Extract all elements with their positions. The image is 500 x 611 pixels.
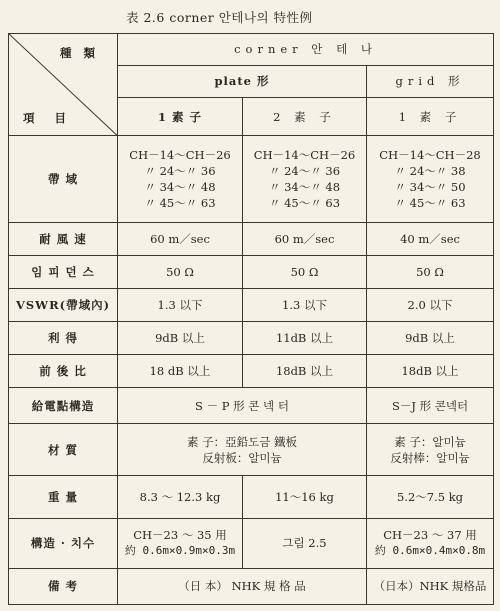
header-item-label: 項 目 [23,110,75,125]
header-element-2: 2 素 子 [243,98,367,136]
table-caption: 表 2.6 corner 안테나의 特性例 [126,10,313,25]
header-kind-label: 種 類 [59,46,99,60]
structure-cell-3 [367,518,494,568]
gain-cell-1: 9dB 以上 [118,321,243,354]
row-label-structure: 構造 · 치수 [9,518,118,568]
impedance-cell-1: 50 Ω [118,255,243,288]
table-row [9,476,494,518]
table-row [9,355,494,388]
remark-cell-grid: （日本）NHK 規格品 [367,568,494,604]
row-label-gain: 利 得 [9,321,118,354]
material-line: 素 子：亞鉛도금 鐵板 [186,434,298,449]
structure-line: CH－23 ～ 35 用 [133,528,227,543]
header-row [9,34,494,66]
table-row [9,388,494,424]
table-row [9,222,494,255]
vswr-cell-3: 2.0 以下 [367,288,494,321]
row-label-fb: 前 後 比 [9,355,118,388]
table-row [9,424,494,476]
band-line: 〃 24～〃 38 [394,163,466,178]
fb-cell-2: 18dB 以上 [243,355,367,388]
band-line: 〃 45～〃 63 [268,195,341,210]
row-label-material: 材 質 [9,424,118,476]
gain-cell-3: 9dB 以上 [367,321,494,354]
header-antenna: corner 안 테 나 [118,34,494,66]
material-cell-grid [367,424,494,476]
band-cell-3 [367,136,494,222]
table-row [9,321,494,354]
impedance-cell-3: 50 Ω [367,255,494,288]
structure-cell-1 [118,518,243,568]
feed-cell-plate: S － P 形 콘 넥 터 [118,388,367,424]
spec-table [8,33,494,605]
row-label-weight: 重 量 [9,476,118,518]
table-row [9,136,494,222]
fb-cell-1: 18 dB 以上 [118,355,243,388]
weight-cell-1: 8.3 ～ 12.3 kg [118,476,243,518]
table-row [9,518,494,568]
material-line: 反射板：알미늄 [202,450,282,465]
weight-cell-2: 11～16 kg [243,476,367,518]
wind-cell-2: 60 m／sec [243,222,367,255]
structure-line: CH－23 ～ 37 用 [383,528,477,543]
band-line: 〃 45～〃 63 [394,195,466,210]
wind-cell-1: 60 m／sec [118,222,243,255]
header-corner-cell [9,34,118,136]
row-label-wind: 耐 風 速 [9,222,118,255]
vswr-cell-2: 1.3 以下 [243,288,367,321]
band-line: CH－14～CH－26 [253,147,356,162]
wind-cell-3: 40 m／sec [367,222,494,255]
remark-cell-plate: （日 本） NHK 規 格 品 [118,568,367,604]
table-row [9,255,494,288]
band-line: 〃 34～〃 48 [268,179,341,194]
header-element-3: 1 素 子 [367,98,494,136]
band-line: 〃 24～〃 36 [268,163,341,178]
material-line: 素 子：알미늄 [394,434,466,449]
structure-line: 約 0.6m×0.4m×0.8m [374,544,486,558]
feed-cell-grid: S－J 形 콘넥터 [367,388,494,424]
impedance-cell-2: 50 Ω [243,255,367,288]
band-line: 〃 34～〃 48 [144,179,216,194]
structure-cell-2: 그림 2.5 [243,518,367,568]
row-label-remark: 備 考 [9,568,118,604]
row-label-impedance: 임 피 던 스 [9,255,118,288]
vswr-cell-1: 1.3 以下 [118,288,243,321]
row-label-vswr: VSWR(帶域內) [9,288,118,321]
header-element-1: 1 素 子 [118,98,243,136]
header-plate: plate 形 [118,66,367,98]
material-cell-plate [118,424,367,476]
structure-line: 約 0.6m×0.9m×0.3m [124,544,236,558]
table-row [9,288,494,321]
material-line: 反射棒：알미늄 [390,450,470,465]
weight-cell-3: 5.2～7.5 kg [367,476,494,518]
row-label-band: 帶 域 [9,136,118,222]
band-line: 〃 45～〃 63 [144,195,216,210]
band-cell-1 [118,136,243,222]
header-grid: grid 形 [367,66,494,98]
band-cell-2 [243,136,367,222]
fb-cell-3: 18dB 以上 [367,355,494,388]
table-row [9,568,494,604]
band-line: 〃 34～〃 50 [394,179,466,194]
gain-cell-2: 11dB 以上 [243,321,367,354]
band-line: 〃 24～〃 36 [144,163,216,178]
band-line: CH－14～CH－26 [129,147,231,162]
row-label-feed: 給電點構造 [9,388,118,424]
band-line: CH－14～CH－28 [379,147,481,162]
